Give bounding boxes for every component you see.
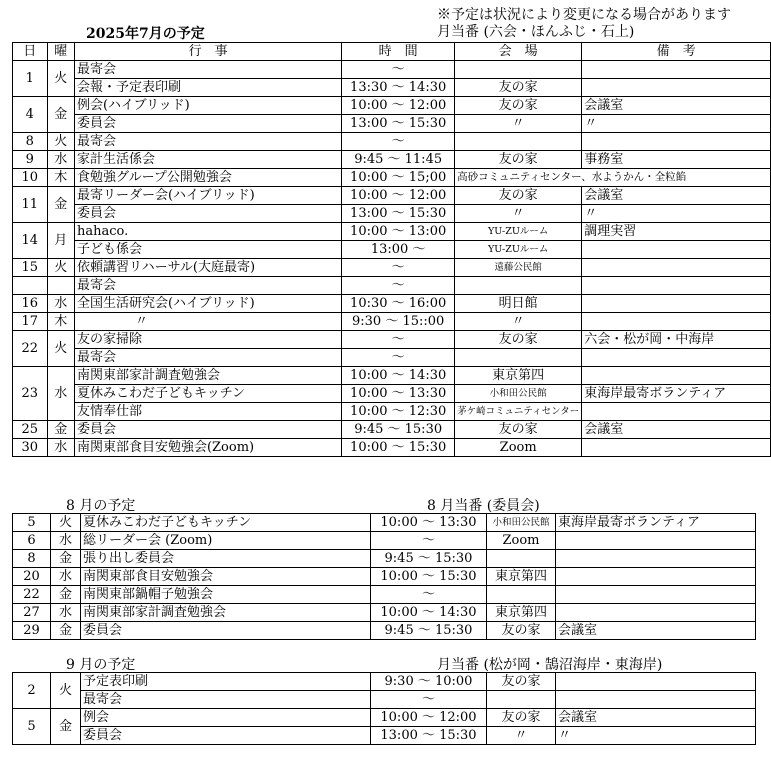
venue-cell: YU-ZUルーム xyxy=(455,241,582,259)
notes-cell xyxy=(556,532,756,550)
weekday-cell: 火 xyxy=(47,331,74,367)
schedule-change-note: ※予定は状況により変更になる場合があります xyxy=(437,7,731,23)
table-row xyxy=(13,709,756,727)
time-cell: 10:00 〜 13:00 xyxy=(342,223,455,241)
venue-cell xyxy=(487,586,556,604)
venue-cell: 小和田公民館 xyxy=(487,514,556,532)
time-cell: 10:00 〜 15;00 xyxy=(342,169,455,187)
time-cell: 13:30 〜 14:30 xyxy=(342,79,455,97)
day-cell: 5 xyxy=(13,709,51,745)
day-cell: 29 xyxy=(13,622,51,640)
weekday-cell: 火 xyxy=(47,259,74,277)
notes-cell xyxy=(582,259,771,277)
weekday-cell: 金 xyxy=(51,586,81,604)
notes-cell xyxy=(582,439,771,457)
header-time: 時 間 xyxy=(342,43,455,61)
time-cell: 〜 xyxy=(342,331,455,349)
july-duty: 月当番 (六会・ほんふじ・石上) xyxy=(437,24,635,40)
header-day: 日 xyxy=(13,43,48,61)
event-cell: 委員会 xyxy=(81,622,371,640)
day-cell: 9 xyxy=(13,151,48,169)
venue-cell: 東京第四 xyxy=(487,604,556,622)
table-row xyxy=(13,403,771,421)
august-duty: 8 月当番 (委員会) xyxy=(427,498,540,514)
time-cell: 10:00 〜 12:00 xyxy=(342,187,455,205)
table-row xyxy=(13,133,771,151)
venue-cell: 友の家 xyxy=(487,622,556,640)
time-cell: 9:45 〜 11:45 xyxy=(342,151,455,169)
venue-cell: 友の家 xyxy=(455,421,582,439)
venue-cell: 友の家 xyxy=(487,709,556,727)
venue-cell: 友の家 xyxy=(455,151,582,169)
time-cell: 10:00 〜 12:00 xyxy=(342,97,455,115)
day-cell: 8 xyxy=(13,133,48,151)
day-cell: 16 xyxy=(13,295,48,313)
table-row xyxy=(13,421,771,439)
day-cell: 23 xyxy=(13,367,48,421)
august-schedule-table xyxy=(12,513,756,640)
venue-cell: 〃 xyxy=(455,313,582,331)
notes-cell xyxy=(582,133,771,151)
time-cell: 〜 xyxy=(342,277,455,295)
time-cell: 〜 xyxy=(342,133,455,151)
notes-cell: 会議室 xyxy=(582,421,771,439)
weekday-cell: 金 xyxy=(51,622,81,640)
venue-cell: 茅ケ崎コミュニティセンター xyxy=(455,403,582,421)
venue-cell: 友の家 xyxy=(487,673,556,691)
day-cell: 6 xyxy=(13,532,51,550)
time-cell: 10:00 〜 14:30 xyxy=(342,367,455,385)
time-cell: 9:30 〜 15::00 xyxy=(342,313,455,331)
event-cell: 夏休みこわだ子どもキッチン xyxy=(81,514,371,532)
event-cell: 委員会 xyxy=(74,115,341,133)
venue-cell: 友の家 xyxy=(455,79,582,97)
table-row xyxy=(13,277,771,295)
day-cell: 20 xyxy=(13,568,51,586)
venue-cell xyxy=(455,133,582,151)
venue-cell: 友の家 xyxy=(455,187,582,205)
table-row xyxy=(13,349,771,367)
event-cell: 夏休みこわだ子どもキッチン xyxy=(74,385,341,403)
notes-cell: 東海岸最寄ボランティア xyxy=(556,514,756,532)
venue-cell: 遠藤公民館 xyxy=(455,259,582,277)
weekday-cell: 木 xyxy=(47,313,74,331)
table-row xyxy=(13,367,771,385)
weekday-cell: 水 xyxy=(47,367,74,421)
weekday-cell: 月 xyxy=(47,223,74,259)
day-cell: 17 xyxy=(13,313,48,331)
table-row xyxy=(13,439,771,457)
event-cell: 最寄会 xyxy=(74,349,341,367)
weekday-cell: 木 xyxy=(47,169,74,187)
notes-cell: 〃 xyxy=(556,727,756,745)
weekday-cell xyxy=(47,277,74,295)
event-cell: 南関東部食目安勉強会(Zoom) xyxy=(74,439,341,457)
event-cell: 最寄会 xyxy=(74,133,341,151)
table-row xyxy=(13,97,771,115)
table-row xyxy=(13,61,771,79)
table-row xyxy=(13,586,756,604)
notes-cell xyxy=(582,277,771,295)
notes-cell: 東海岸最寄ボランティア xyxy=(582,385,771,403)
weekday-cell: 水 xyxy=(51,604,81,622)
time-cell: 10:00 〜 13:30 xyxy=(371,514,487,532)
table-row xyxy=(13,187,771,205)
notes-cell xyxy=(556,691,756,709)
notes-cell: 会議室 xyxy=(582,187,771,205)
weekday-cell: 水 xyxy=(47,439,74,457)
event-cell: 最寄会 xyxy=(81,691,371,709)
event-cell: 南関東部家計調査勉強会 xyxy=(74,367,341,385)
notes-cell: 〃 xyxy=(582,205,771,223)
day-cell: 4 xyxy=(13,97,48,133)
event-cell: 委員会 xyxy=(74,421,341,439)
september-duty: 月当番 (松が岡・鵠沼海岸・東海岸) xyxy=(437,657,663,673)
weekday-cell: 金 xyxy=(47,97,74,133)
july-heading: 2025年7月の予定 xyxy=(86,26,205,42)
time-cell: 10:00 〜 13:30 xyxy=(342,385,455,403)
time-cell: 10:30 〜 16:00 xyxy=(342,295,455,313)
time-cell: 10:00 〜 12:30 xyxy=(342,403,455,421)
event-cell: hahaco. xyxy=(74,223,341,241)
weekday-cell: 火 xyxy=(47,61,74,97)
table-row xyxy=(13,223,771,241)
table-row xyxy=(13,259,771,277)
event-cell: 最寄会 xyxy=(74,277,341,295)
time-cell: 9:30 〜 10:00 xyxy=(371,673,487,691)
time-cell: 〜 xyxy=(342,349,455,367)
venue-cell: 東京第四 xyxy=(455,367,582,385)
event-cell: 全国生活研究会(ハイブリッド) xyxy=(74,295,341,313)
table-row xyxy=(13,151,771,169)
venue-cell: 〃 xyxy=(455,205,582,223)
table-row xyxy=(13,115,771,133)
venue-cell: 〃 xyxy=(455,115,582,133)
weekday-cell: 水 xyxy=(51,568,81,586)
weekday-cell: 火 xyxy=(51,514,81,532)
weekday-cell: 火 xyxy=(51,673,81,709)
weekday-cell: 金 xyxy=(51,709,81,745)
table-row xyxy=(13,79,771,97)
table-row xyxy=(13,604,756,622)
notes-cell xyxy=(556,673,756,691)
day-cell: 5 xyxy=(13,514,51,532)
notes-cell: 会議室 xyxy=(582,97,771,115)
table-row xyxy=(13,568,756,586)
time-cell: 13:00 〜 15:30 xyxy=(342,115,455,133)
venue-cell xyxy=(455,61,582,79)
notes-cell xyxy=(582,61,771,79)
event-cell: 予定表印刷 xyxy=(81,673,371,691)
time-cell: 10:00 〜 14:30 xyxy=(371,604,487,622)
september-heading: 9 月の予定 xyxy=(66,657,136,673)
notes-cell: 〃 xyxy=(582,115,771,133)
time-cell: 〜 xyxy=(342,259,455,277)
day-cell: 1 xyxy=(13,61,48,97)
venue-cell: Zoom xyxy=(455,439,582,457)
venue-cell xyxy=(455,277,582,295)
venue-cell xyxy=(487,691,556,709)
day-cell: 22 xyxy=(13,331,48,367)
notes-cell: 会議室 xyxy=(556,622,756,640)
event-cell: 家計生活係会 xyxy=(74,151,341,169)
table-row xyxy=(13,514,756,532)
table-row xyxy=(13,550,756,568)
event-cell: 子ども係会 xyxy=(74,241,341,259)
table-row xyxy=(13,385,771,403)
time-cell: 13:00 〜 xyxy=(342,241,455,259)
time-cell: 13:00 〜 15:30 xyxy=(342,205,455,223)
time-cell: 〜 xyxy=(371,532,487,550)
notes-cell xyxy=(582,403,771,421)
event-cell: 委員会 xyxy=(81,727,371,745)
table-row xyxy=(13,169,771,187)
notes-cell xyxy=(582,79,771,97)
weekday-cell: 水 xyxy=(51,532,81,550)
notes-cell xyxy=(556,586,756,604)
venue-cell: 明日館 xyxy=(455,295,582,313)
day-cell: 30 xyxy=(13,439,48,457)
notes-cell xyxy=(582,241,771,259)
venue-cell xyxy=(487,550,556,568)
time-cell: 〜 xyxy=(371,691,487,709)
event-cell: 〃 xyxy=(74,313,341,331)
event-cell: 例会 xyxy=(81,709,371,727)
september-schedule-table xyxy=(12,672,756,745)
event-cell: 南関東部鍋帽子勉強会 xyxy=(81,586,371,604)
venue-cell: 友の家 xyxy=(455,97,582,115)
day-cell xyxy=(13,277,48,295)
day-cell: 2 xyxy=(13,673,51,709)
table-row xyxy=(13,727,756,745)
event-cell: 委員会 xyxy=(74,205,341,223)
event-cell: 最寄会 xyxy=(74,61,341,79)
august-heading: 8 月の予定 xyxy=(66,498,136,514)
day-cell: 15 xyxy=(13,259,48,277)
weekday-cell: 水 xyxy=(47,151,74,169)
table-row xyxy=(13,205,771,223)
venue-cell: YU-ZUルーム xyxy=(455,223,582,241)
table-row xyxy=(13,622,756,640)
event-cell: 南関東部食目安勉強会 xyxy=(81,568,371,586)
table-row xyxy=(13,295,771,313)
time-cell: 9:45 〜 15:30 xyxy=(371,622,487,640)
table-row xyxy=(13,331,771,349)
event-cell: 食勉強グループ公開勉強会 xyxy=(74,169,341,187)
event-cell: 会報・予定表印刷 xyxy=(74,79,341,97)
notes-cell xyxy=(556,550,756,568)
event-cell: 最寄リーダー会(ハイブリッド) xyxy=(74,187,341,205)
weekday-cell: 水 xyxy=(47,295,74,313)
event-cell: 友の家掃除 xyxy=(74,331,341,349)
notes-cell xyxy=(556,568,756,586)
day-cell: 14 xyxy=(13,223,48,259)
weekday-cell: 金 xyxy=(47,421,74,439)
day-cell: 11 xyxy=(13,187,48,223)
notes-cell: 六会・松が岡・中海岸 xyxy=(582,331,771,349)
notes-cell: 会議室 xyxy=(556,709,756,727)
july-schedule-table xyxy=(12,42,771,457)
weekday-cell: 火 xyxy=(47,133,74,151)
time-cell: 9:45 〜 15:30 xyxy=(342,421,455,439)
time-cell: 〜 xyxy=(371,586,487,604)
day-cell: 25 xyxy=(13,421,48,439)
day-cell: 22 xyxy=(13,586,51,604)
table-row xyxy=(13,313,771,331)
event-cell: 総リーダー会 (Zoom) xyxy=(81,532,371,550)
day-cell: 27 xyxy=(13,604,51,622)
venue-cell: 高砂コミュニティセンター、水ようかん・全粒餡 xyxy=(455,169,771,187)
venue-cell xyxy=(455,349,582,367)
weekday-cell: 金 xyxy=(51,550,81,568)
event-cell: 張り出し委員会 xyxy=(81,550,371,568)
table-row xyxy=(13,673,756,691)
notes-cell xyxy=(582,349,771,367)
venue-cell: Zoom xyxy=(487,532,556,550)
notes-cell: 調理実習 xyxy=(582,223,771,241)
time-cell: 10:00 〜 12:00 xyxy=(371,709,487,727)
event-cell: 友情奉仕部 xyxy=(74,403,341,421)
notes-cell xyxy=(556,604,756,622)
event-cell: 南関東部家計調査勉強会 xyxy=(81,604,371,622)
venue-cell: 〃 xyxy=(487,727,556,745)
notes-cell xyxy=(582,367,771,385)
header-weekday: 曜 xyxy=(47,43,74,61)
table-header-row xyxy=(13,43,771,61)
venue-cell: 友の家 xyxy=(455,331,582,349)
time-cell: 9:45 〜 15:30 xyxy=(371,550,487,568)
table-row xyxy=(13,691,756,709)
weekday-cell: 金 xyxy=(47,187,74,223)
time-cell: 10:00 〜 15:30 xyxy=(371,568,487,586)
day-cell: 10 xyxy=(13,169,48,187)
event-cell: 例会(ハイブリッド) xyxy=(74,97,341,115)
header-event: 行 事 xyxy=(74,43,341,61)
header-notes: 備 考 xyxy=(582,43,771,61)
notes-cell xyxy=(582,295,771,313)
time-cell: 13:00 〜 15:30 xyxy=(371,727,487,745)
venue-cell: 東京第四 xyxy=(487,568,556,586)
table-row xyxy=(13,241,771,259)
venue-cell: 小和田公民館 xyxy=(455,385,582,403)
table-row xyxy=(13,532,756,550)
event-cell: 依頼講習リハーサル(大庭最寄) xyxy=(74,259,341,277)
time-cell: 10:00 〜 15:30 xyxy=(342,439,455,457)
day-cell: 8 xyxy=(13,550,51,568)
notes-cell xyxy=(582,313,771,331)
time-cell: 〜 xyxy=(342,61,455,79)
notes-cell: 事務室 xyxy=(582,151,771,169)
header-venue: 会 場 xyxy=(455,43,582,61)
